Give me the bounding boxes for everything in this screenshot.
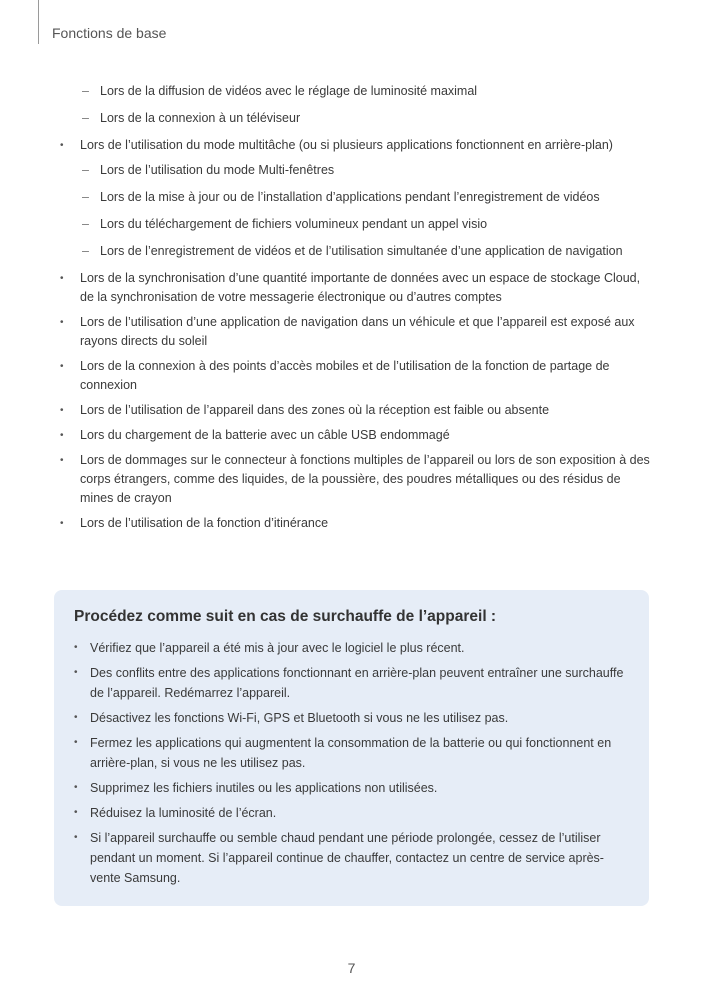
list-item: • Lors de la synchronisation d’une quantité importante de données avec un espace de stockage Cloud, de la synchronisation de votre messagerie électronique ou d’autres comptes <box>60 269 652 307</box>
overheating-note-box <box>54 590 649 906</box>
list-item: – Lors de la connexion à un téléviseur <box>60 109 652 128</box>
note-item: • Fermez les applications qui augmentent la consommation de la batterie ou qui fonctionnent en arrière-plan, si vous ne les utilisez pas. <box>74 733 629 773</box>
note-item: • Vérifiez que l’appareil a été mis à jour avec le logiciel le plus récent. <box>74 638 629 658</box>
note-item: • Réduisez la luminosité de l’écran. <box>74 803 629 823</box>
note-item: • Si l’appareil surchauffe ou semble chaud pendant une période prolongée, cessez de l’utiliser pendant un moment. Si l’appareil continue de chauffer, contactez un centre de service après-vente Samsung. <box>74 828 629 888</box>
list-item: – Lors de la mise à jour ou de l’installation d’applications pendant l’enregistrement de vidéos <box>60 188 652 207</box>
list-item: – Lors de l’utilisation du mode Multi-fenêtres <box>60 161 652 180</box>
list-item: – Lors de l’enregistrement de vidéos et de l’utilisation simultanée d’une application de navigation <box>60 242 652 261</box>
note-item: • Des conflits entre des applications fonctionnant en arrière-plan peuvent entraîner une surchauffe de l’appareil. Redémarrez l’appareil. <box>74 663 629 703</box>
list-item: • Lors de la connexion à des points d’accès mobiles et de l’utilisation de la fonction de partage de connexion <box>60 357 652 395</box>
list-item: • Lors de l’utilisation de la fonction d’itinérance <box>60 514 652 533</box>
list-item: – Lors de la diffusion de vidéos avec le réglage de luminosité maximal <box>60 82 652 101</box>
list-item: • Lors de l’utilisation d’une application de navigation dans un véhicule et que l’appareil est exposé aux rayons directs du soleil <box>60 313 652 351</box>
main-list <box>60 82 652 539</box>
note-item: • Désactivez les fonctions Wi-Fi, GPS et Bluetooth si vous ne les utilisez pas. <box>74 708 629 728</box>
note-item: • Supprimez les fichiers inutiles ou les applications non utilisées. <box>74 778 629 798</box>
list-item: • Lors du chargement de la batterie avec un câble USB endommagé <box>60 426 652 445</box>
section-title: Fonctions de base <box>52 25 167 41</box>
page-number: 7 <box>347 960 356 976</box>
list-item: • Lors de l’utilisation du mode multitâche (ou si plusieurs applications fonctionnent en arrière-plan) <box>60 136 652 155</box>
list-item: • Lors de dommages sur le connecteur à fonctions multiples de l’appareil ou lors de son exposition à des corps étrangers, comme des liquides, de la poussière, des poudres métalliques ou des résidus de mines de crayon <box>60 451 652 508</box>
note-title: Procédez comme suit en cas de surchauffe de l’appareil : <box>74 608 497 625</box>
list-item: – Lors du téléchargement de fichiers volumineux pendant un appel visio <box>60 215 652 234</box>
header-rule <box>38 0 39 44</box>
list-item: • Lors de l’utilisation de l’appareil dans des zones où la réception est faible ou absente <box>60 401 652 420</box>
